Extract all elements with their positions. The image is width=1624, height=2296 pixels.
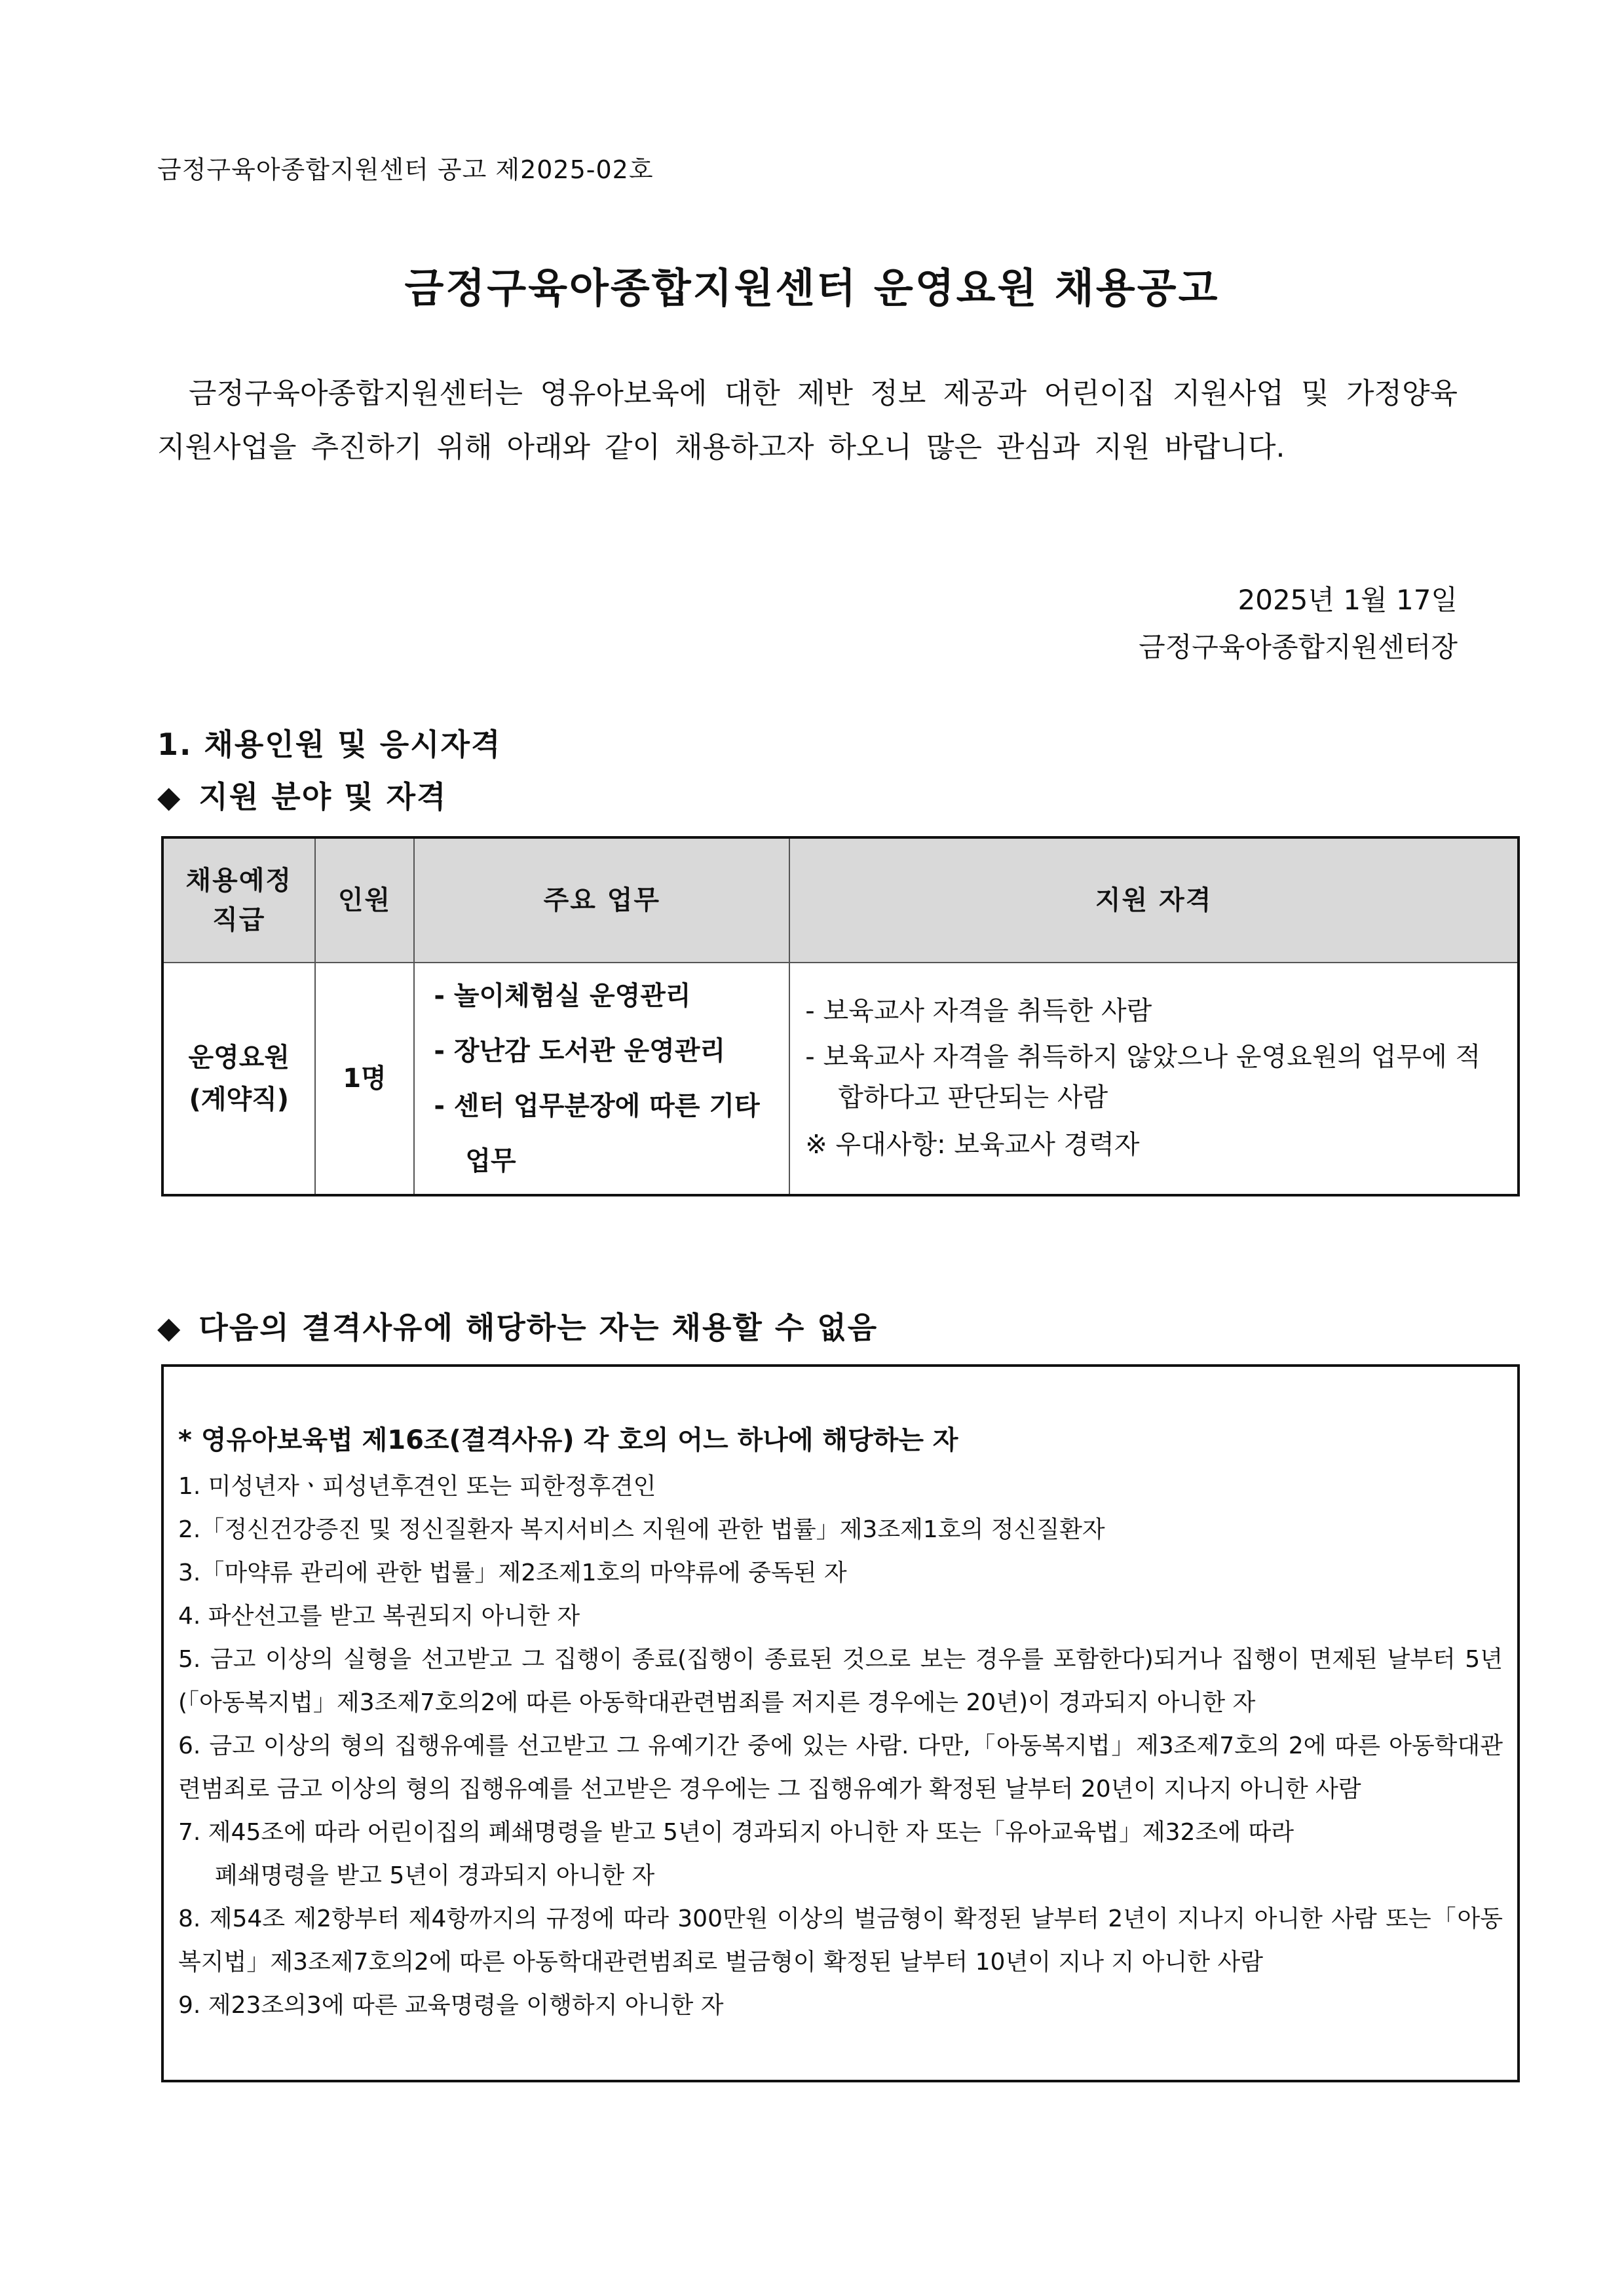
position-table — [161, 836, 1520, 1196]
list-item: 2.「정신건강증진 및 정신질환자 복지서비스 지원에 관한 법률」제3조제1호의 정신질환자 — [178, 1516, 1105, 1543]
list-item: 6. 금고 이상의 형의 집행유예를 선고받고 그 유예기간 중에 있는 사람. 다만,「아동복지법」제3조제7호의 2에 따른 아동학대관련범죄로 금고 이상의 형의 집행유예를 선고받은 경우에는 그 집행유예가 확정된 날부터 20년이 지나지 아니한 사람 — [178, 1732, 1503, 1803]
subsection-heading-qualifications — [157, 773, 447, 816]
qualifications-list — [791, 991, 1517, 1118]
subsection-heading-text: 지원 분야 및 자격 — [198, 779, 447, 814]
list-item: - 놀이체험실 운영관리 — [434, 981, 691, 1011]
page-title: 금정구육아종합지원센터 운영요원 채용공고 — [404, 264, 1220, 312]
list-item: - 센터 업무분장에 따른 기타 업무 — [434, 1091, 760, 1176]
header-duties: 주요 업무 — [414, 837, 789, 963]
list-item-text: 7. 제45조에 따라 어린이집의 폐쇄명령을 받고 5년이 경과되지 아니한 자 또는「유아교육법」제32조에 따라 — [178, 1819, 1294, 1846]
position-type: (계약직) — [189, 1084, 290, 1115]
preference-note: ※ 우대사항: 보육교사 경력자 — [805, 1130, 1140, 1160]
list-item-continuation: 폐쇄명령을 받고 5년이 경과되지 아니한 자 — [215, 1862, 655, 1889]
section-heading-text: 다음의 결격사유에 해당하는 자는 채용할 수 없음 — [198, 1310, 878, 1345]
diamond-bullet-icon: ◆ — [157, 779, 182, 814]
table-row — [162, 963, 1519, 1195]
header-position — [162, 837, 315, 963]
disqualification-box — [161, 1364, 1520, 2082]
cell-qualifications — [789, 963, 1519, 1195]
list-item: 8. 제54조 제2항부터 제4항까지의 규정에 따라 300만원 이상의 벌금형이 확정된 날부터 2년이 지나지 아니한 사람 또는「아동복지법」제3조제7호의2에 따른 아동학대관련범죄로 벌금형이 확정된 날부터 10년이 지나 지 아니한 사람 — [178, 1905, 1503, 1976]
list-item: 4. 파산선고를 받고 복권되지 아니한 자 — [178, 1603, 580, 1630]
disqualification-list — [178, 1465, 1503, 2027]
list-item: 9. 제23조의3에 따른 교육명령을 이행하지 아니한 자 — [178, 1992, 724, 2019]
diamond-bullet-icon: ◆ — [157, 1310, 182, 1345]
list-item: - 보육교사 자격을 취득한 사람 — [805, 996, 1152, 1026]
intro-paragraph: 금정구육아종합지원센터는 영유아보육에 대한 제반 정보 제공과 어린이집 지원사업 및 가정양육 지원사업을 추진하기 위해 아래와 같이 채용하고자 하오니 많은 관심과 지원 바랍니다. — [157, 377, 1458, 464]
section-heading-recruitment: 1. 채용인원 및 응시자격 — [157, 727, 502, 762]
notice-number: 금정구육아종합지원센터 공고 제2025-02호 — [157, 155, 654, 184]
header-position-line2: 직급 — [212, 905, 266, 935]
notice-date: 2025년 1월 17일 — [1237, 584, 1458, 616]
list-item: 5. 금고 이상의 실형을 선고받고 그 집행이 종료(집행이 종료된 것으로 보는 경우를 포함한다)되거나 집행이 면제된 날부터 5년(「아동복지법」제3조제7호의2에 따른 아동학대관련범죄를 저지른 경우에는 20년)이 경과되지 아니한 자 — [178, 1646, 1503, 1716]
cell-position — [162, 963, 315, 1195]
header-qualifications: 지원 자격 — [789, 837, 1519, 963]
box-heading: * 영유아보육법 제16조(결격사유) 각 호의 어느 하나에 해당하는 자 — [178, 1425, 958, 1455]
header-position-line1: 채용예정 — [185, 866, 293, 896]
list-item: 3.「마약류 관리에 관한 법률」제2조제1호의 마약류에 중독된 자 — [178, 1559, 847, 1586]
cell-count: 1명 — [315, 963, 415, 1195]
duties-list — [415, 968, 788, 1189]
position-name: 운영요원 — [188, 1043, 290, 1073]
list-item — [178, 1811, 1503, 1898]
list-item: - 보육교사 자격을 취득하지 않았으나 운영요원의 업무에 적합하다고 판단되는 사람 — [805, 1042, 1481, 1113]
table-header-row — [162, 837, 1519, 963]
header-count: 인원 — [315, 837, 415, 963]
list-item: 1. 미성년자ㆍ피성년후견인 또는 피한정후견인 — [178, 1473, 656, 1500]
issuer-name: 금정구육아종합지원센터장 — [1139, 631, 1458, 663]
list-item: - 장난감 도서관 운영관리 — [434, 1036, 726, 1066]
section-heading-disqualification — [157, 1304, 878, 1347]
cell-duties — [414, 963, 789, 1195]
